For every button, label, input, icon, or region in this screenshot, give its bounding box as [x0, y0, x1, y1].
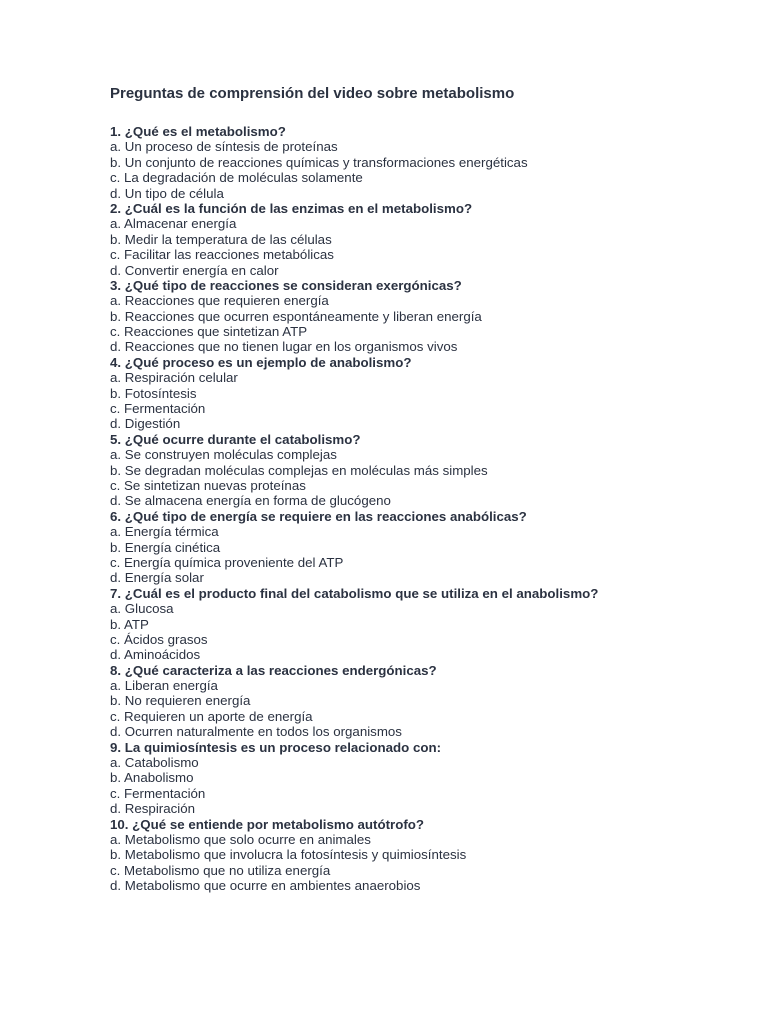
- option-c: c. Fermentación: [110, 401, 206, 417]
- option-c: c. Reacciones que sintetizan ATP: [110, 324, 308, 340]
- option-b: b. Se degradan moléculas complejas en moléculas más simples: [110, 462, 488, 478]
- question-6: [110, 509, 750, 586]
- document-page: [110, 85, 750, 894]
- question-3: [110, 278, 750, 355]
- option-c: c. Fermentación: [110, 785, 206, 801]
- question-text: 3. ¿Qué tipo de reacciones se consideran exergónicas?: [110, 277, 462, 293]
- option-a: a. Liberan energía: [110, 678, 218, 694]
- option-a: a. Glucosa: [110, 601, 174, 617]
- option-d: d. Aminoácidos: [110, 647, 201, 663]
- question-5: [110, 432, 750, 509]
- question-text: 7. ¿Cuál es el producto final del catabolismo que se utiliza en el anabolismo?: [110, 585, 599, 601]
- document-title: Preguntas de comprensión del video sobre metabolismo: [110, 85, 515, 102]
- option-a: a. Respiración celular: [110, 370, 238, 386]
- question-1: [110, 124, 750, 201]
- option-a: a. Almacenar energía: [110, 216, 237, 232]
- option-b: b. Fotosíntesis: [110, 385, 197, 401]
- option-d: d. Metabolismo que ocurre en ambientes anaerobios: [110, 878, 421, 894]
- option-c: c. Metabolismo que no utiliza energía: [110, 862, 331, 878]
- option-b: b. No requieren energía: [110, 693, 251, 709]
- question-text: 4. ¿Qué proceso es un ejemplo de anabolismo?: [110, 354, 412, 370]
- option-d: d. Reacciones que no tienen lugar en los organismos vivos: [110, 339, 458, 355]
- option-d: d. Digestión: [110, 416, 181, 432]
- option-c: c. Ácidos grasos: [110, 631, 208, 647]
- option-c: c. Energía química proveniente del ATP: [110, 554, 344, 570]
- question-2: [110, 201, 750, 278]
- option-d: d. Se almacena energía en forma de glucógeno: [110, 493, 391, 509]
- question-8: [110, 663, 750, 740]
- option-c: c. Se sintetizan nuevas proteínas: [110, 477, 306, 493]
- question-text: 6. ¿Qué tipo de energía se requiere en las reacciones anabólicas?: [110, 508, 527, 524]
- option-b: b. Metabolismo que involucra la fotosíntesis y quimiosíntesis: [110, 847, 467, 863]
- option-b: b. ATP: [110, 616, 149, 632]
- question-9: [110, 740, 750, 817]
- question-10: [110, 817, 750, 894]
- question-text: 2. ¿Cuál es la función de las enzimas en el metabolismo?: [110, 200, 473, 216]
- question-7: [110, 586, 750, 663]
- option-c: c. Requieren un aporte de energía: [110, 708, 313, 724]
- option-b: b. Medir la temperatura de las células: [110, 231, 332, 247]
- option-a: a. Se construyen moléculas complejas: [110, 447, 337, 463]
- option-d: d. Respiración: [110, 801, 195, 817]
- option-c: c. La degradación de moléculas solamente: [110, 170, 363, 186]
- option-d: d. Un tipo de célula: [110, 185, 224, 201]
- option-a: a. Metabolismo que solo ocurre en animales: [110, 831, 371, 847]
- option-a: a. Catabolismo: [110, 755, 199, 771]
- option-c: c. Facilitar las reacciones metabólicas: [110, 247, 334, 263]
- option-b: b. Reacciones que ocurren espontáneamente y liberan energía: [110, 308, 482, 324]
- option-d: d. Ocurren naturalmente en todos los organismos: [110, 724, 402, 740]
- question-list: [110, 124, 750, 894]
- option-b: b. Anabolismo: [110, 770, 194, 786]
- question-4: [110, 355, 750, 432]
- option-a: a. Un proceso de síntesis de proteínas: [110, 139, 338, 155]
- question-text: 10. ¿Qué se entiende por metabolismo autótrofo?: [110, 816, 424, 832]
- option-d: d. Convertir energía en calor: [110, 262, 279, 278]
- question-text: 1. ¿Qué es el metabolismo?: [110, 124, 286, 139]
- question-text: 9. La quimiosíntesis es un proceso relacionado con:: [110, 739, 442, 755]
- question-text: 8. ¿Qué caracteriza a las reacciones endergónicas?: [110, 662, 437, 678]
- option-d: d. Energía solar: [110, 570, 204, 586]
- option-b: b. Energía cinética: [110, 539, 221, 555]
- option-a: a. Reacciones que requieren energía: [110, 293, 329, 309]
- question-text: 5. ¿Qué ocurre durante el catabolismo?: [110, 431, 361, 447]
- option-a: a. Energía térmica: [110, 524, 219, 540]
- option-b: b. Un conjunto de reacciones químicas y transformaciones energéticas: [110, 154, 528, 170]
